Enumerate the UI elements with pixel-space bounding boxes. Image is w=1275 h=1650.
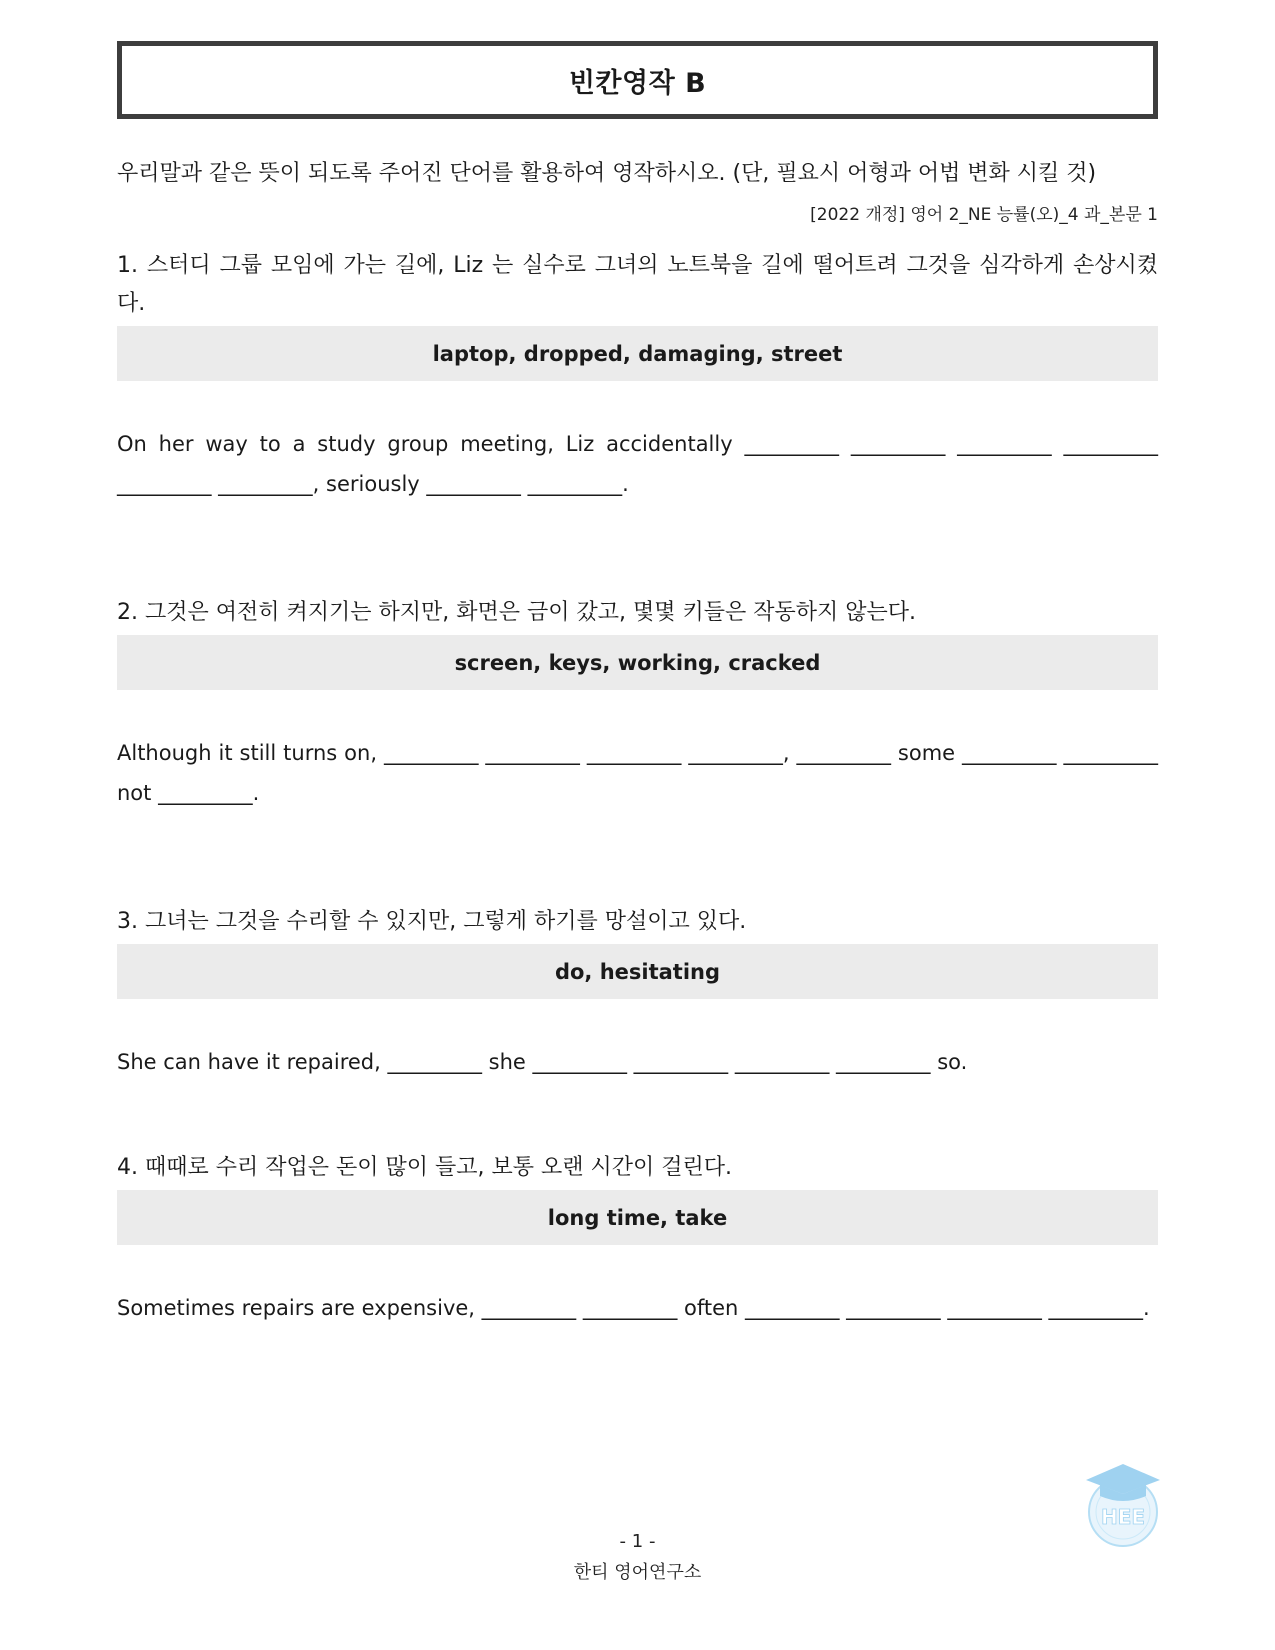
question-4-answer: Sometimes repairs are expensive, _________ _________ often _________ _________ _________ _________. [117, 1296, 1150, 1320]
question-4-korean: 4. 때때로 수리 작업은 돈이 많이 들고, 보통 오랜 시간이 걸린다. [117, 1155, 732, 1180]
question-4-keywords: long time, take [117, 1190, 1158, 1245]
logo-text: HEE [1100, 1505, 1146, 1529]
source-label: [2022 개정] 영어 2_NE 능률(오)_4 과_본문 1 [810, 205, 1158, 225]
question-2-keywords: screen, keys, working, cracked [117, 635, 1158, 690]
footer [0, 1526, 1275, 1588]
question-1-answer: On her way to a study group meeting, Liz accidentally _________ _________ _________ _________ _________ _________, seriously _________ _________. [117, 432, 1158, 496]
publisher-name: 한티 영어연구소 [573, 1562, 702, 1583]
page-title [117, 41, 1158, 119]
question-2-answer: Although it still turns on, _________ _________ _________ _________, _________ some _________ _________ not _________. [117, 741, 1158, 805]
question-2-korean: 2. 그것은 여전히 켜지기는 하지만, 화면은 금이 갔고, 몇몇 키들은 작동하지 않는다. [117, 600, 916, 625]
worksheet [117, 41, 1158, 1328]
question-3-answer: She can have it repaired, _________ she _________ _________ _________ _________ so. [117, 1050, 968, 1074]
question-3-keywords: do, hesitating [117, 944, 1158, 999]
page-number: - 1 - [619, 1531, 656, 1552]
instruction: 우리말과 같은 뜻이 되도록 주어진 단어를 활용하여 영작하시오. (단, 필요시 어형과 어법 변화 시킬 것) [117, 161, 1097, 186]
question-3-korean: 3. 그녀는 그것을 수리할 수 있지만, 그렇게 하기를 망설이고 있다. [117, 909, 747, 934]
page-title-text: 빈칸영작 B [568, 67, 707, 99]
question-1-korean: 1. 스터디 그룹 모임에 가는 길에, Liz 는 실수로 그녀의 노트북을 길에 떨어트려 그것을 심각하게 손상시켰다. [117, 253, 1158, 316]
question-1-keywords: laptop, dropped, damaging, street [117, 326, 1158, 381]
